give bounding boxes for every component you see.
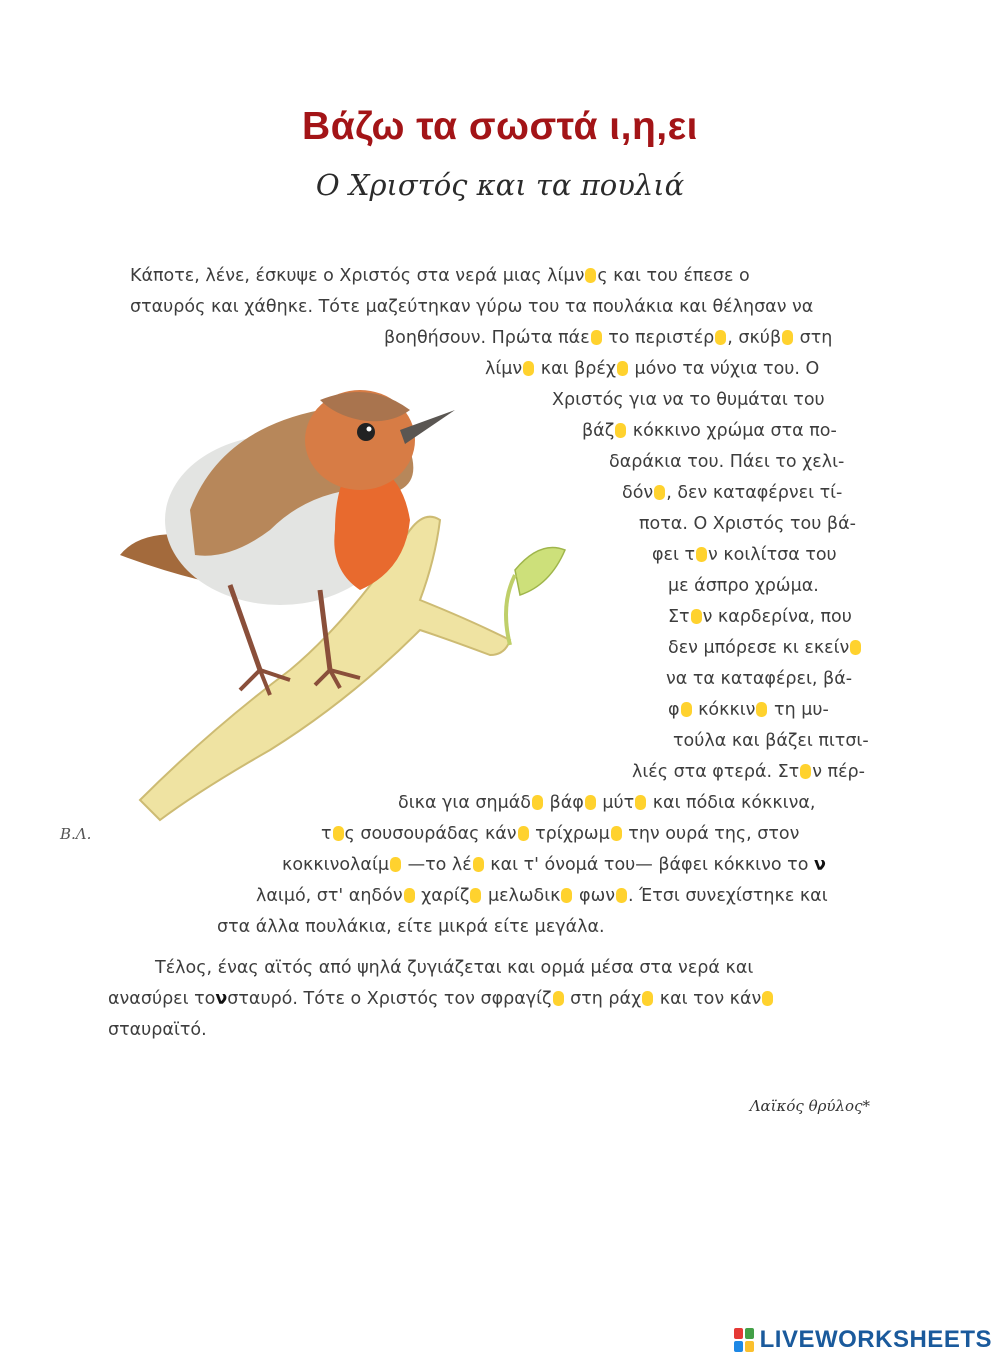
story-line: φει τ ν κοιλίτσα του [652, 545, 837, 565]
story-line: με άσπρο χρώμα. [668, 576, 819, 596]
story-line: στα άλλα πουλάκια, είτε μικρά είτε μεγάλα. [217, 917, 605, 937]
answer-blank[interactable] [681, 702, 692, 717]
liveworksheets-logo-icon [734, 1328, 754, 1352]
answer-blank[interactable] [518, 826, 529, 841]
story-line: ανασύρει τονσταυρό. Τότε ο Χριστός τον σφραγίζ στη ράχ και τον κάν [108, 987, 774, 1011]
answer-blank[interactable] [654, 485, 665, 500]
answer-blank[interactable] [635, 795, 646, 810]
story-line: κοκκινολαίμ —το λέ και τ' όνομά του— βάφει κόκκινο το ν [282, 855, 826, 875]
source-credit: Λαϊκός θρύλος* [749, 1097, 870, 1115]
story-line: δαράκια του. Πάει το χελι- [609, 452, 845, 472]
story-line: δικα για σημάδ βάφ μύτ και πόδια κόκκινα, [398, 793, 816, 813]
answer-blank[interactable] [617, 361, 628, 376]
answer-blank[interactable] [800, 764, 811, 779]
story-line: σταυραϊτό. [108, 1020, 207, 1040]
story-line: Κάποτε, λένε, έσκυψε ο Χριστός στα νερά μιας λίμν ς και του έπεσε ο [130, 266, 750, 286]
answer-blank[interactable] [691, 609, 702, 624]
answer-blank[interactable] [473, 857, 484, 872]
filled-answer: ν [813, 855, 826, 875]
story-title: Ο Χριστός και τα πουλιά [315, 168, 685, 202]
story-line: σταυρός και χάθηκε. Τότε μαζεύτηκαν γύρω του τα πουλάκια και θέλησαν να [130, 297, 814, 317]
answer-blank[interactable] [850, 640, 861, 655]
story-line: τ ς σουσουράδας κάν τρίχρωμ την ουρά της, στον [321, 824, 800, 844]
story-line: τούλα και βάζει πιτσι- [673, 731, 869, 751]
story-line: φ κόκκιν τη μυ- [668, 700, 829, 720]
story-line: Τέλος, ένας αϊτός από ψηλά ζυγιάζεται και ορμά μέσα στα νερά και [155, 958, 754, 978]
story-line: λίμν και βρέχ μόνο τα νύχια του. Ο [485, 359, 820, 379]
answer-blank[interactable] [756, 702, 767, 717]
answer-blank[interactable] [333, 826, 344, 841]
answer-blank[interactable] [390, 857, 401, 872]
story-line: Στ ν καρδερίνα, που [668, 607, 852, 627]
story-line: να τα καταφέρει, βά- [666, 669, 853, 689]
answer-blank[interactable] [616, 888, 627, 903]
story-line: λιές στα φτερά. Στ ν πέρ- [632, 762, 865, 782]
answer-blank[interactable] [532, 795, 543, 810]
filled-answer: ν [215, 989, 228, 1009]
story-line: λαιμό, στ' αηδόν χαρίζ μελωδικ φων . Έτσι συνεχίστηκε και [256, 886, 828, 906]
story-line: βοηθήσουν. Πρώτα πάε το περιστέρ , σκύβ στη [384, 328, 833, 348]
answer-blank[interactable] [782, 330, 793, 345]
illustrator-signature: Β.Λ. [60, 825, 92, 843]
robin-bird-illustration [120, 370, 590, 830]
answer-blank[interactable] [470, 888, 481, 903]
story-line: ποτα. Ο Χριστός του βά- [639, 514, 856, 534]
story-line: δεν μπόρεσε κι εκείν [668, 636, 862, 660]
answer-blank[interactable] [591, 330, 602, 345]
answer-blank[interactable] [553, 991, 564, 1006]
answer-blank[interactable] [561, 888, 572, 903]
worksheet-title: Βάζω τα σωστά ι,η,ει [302, 105, 698, 148]
logo-text: LIVEWORKSHEETS [759, 1326, 992, 1353]
answer-blank[interactable] [762, 991, 773, 1006]
answer-blank[interactable] [642, 991, 653, 1006]
answer-blank[interactable] [715, 330, 726, 345]
answer-blank[interactable] [615, 423, 626, 438]
answer-blank[interactable] [523, 361, 534, 376]
answer-blank[interactable] [585, 795, 596, 810]
answer-blank[interactable] [696, 547, 707, 562]
story-line: βάζ κόκκινο χρώμα στα πο- [582, 421, 837, 441]
liveworksheets-logo [734, 1325, 992, 1355]
story-line: δόν , δεν καταφέρνει τί- [622, 483, 843, 503]
answer-blank[interactable] [585, 268, 596, 283]
answer-blank[interactable] [404, 888, 415, 903]
story-line: Χριστός για να το θυμάται του [552, 390, 825, 410]
answer-blank[interactable] [611, 826, 622, 841]
